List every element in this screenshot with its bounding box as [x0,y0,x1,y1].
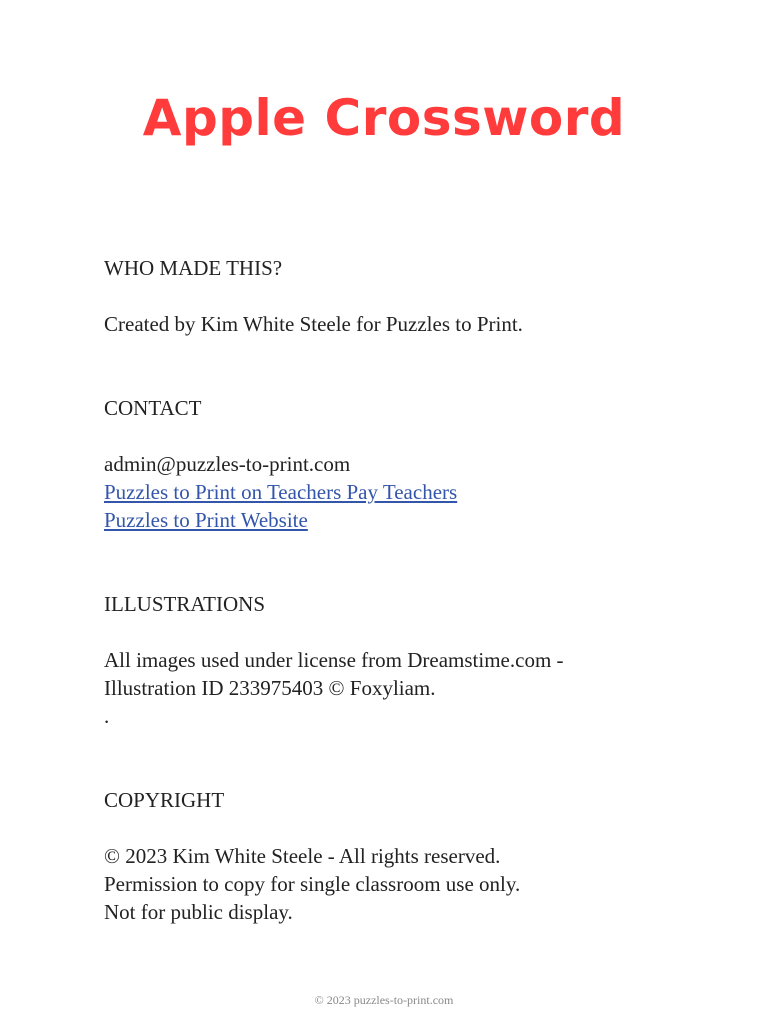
who-made-this-section [104,254,704,338]
contact-heading: CONTACT [104,396,202,420]
copyright-section [104,786,704,926]
creator-text: Created by Kim White Steele for Puzzles to Print. [104,312,523,336]
illustrations-line-3: . [104,704,110,728]
illustrations-heading: ILLUSTRATIONS [104,592,265,616]
illustrations-line-1: All images used under license from Dreamstime.com - [104,648,564,672]
contact-section [104,394,704,534]
website-link[interactable]: Puzzles to Print Website [104,508,308,532]
copyright-line-2: Permission to copy for single classroom use only. [104,872,521,896]
illustrations-line-2: Illustration ID 233975403 © Foxyliam. [104,676,436,700]
tpt-link[interactable]: Puzzles to Print on Teachers Pay Teachers [104,480,458,504]
page-footer: © 2023 puzzles-to-print.com [314,993,454,1007]
document-body [104,254,704,926]
page-title: Apple Crossword [142,89,626,147]
illustrations-section [104,590,704,730]
copyright-line-1: © 2023 Kim White Steele - All rights reserved. [104,844,501,868]
copyright-line-3: Not for public display. [104,900,293,924]
contact-email: admin@puzzles-to-print.com [104,452,351,476]
copyright-heading: COPYRIGHT [104,788,225,812]
who-made-this-heading: WHO MADE THIS? [104,256,283,280]
